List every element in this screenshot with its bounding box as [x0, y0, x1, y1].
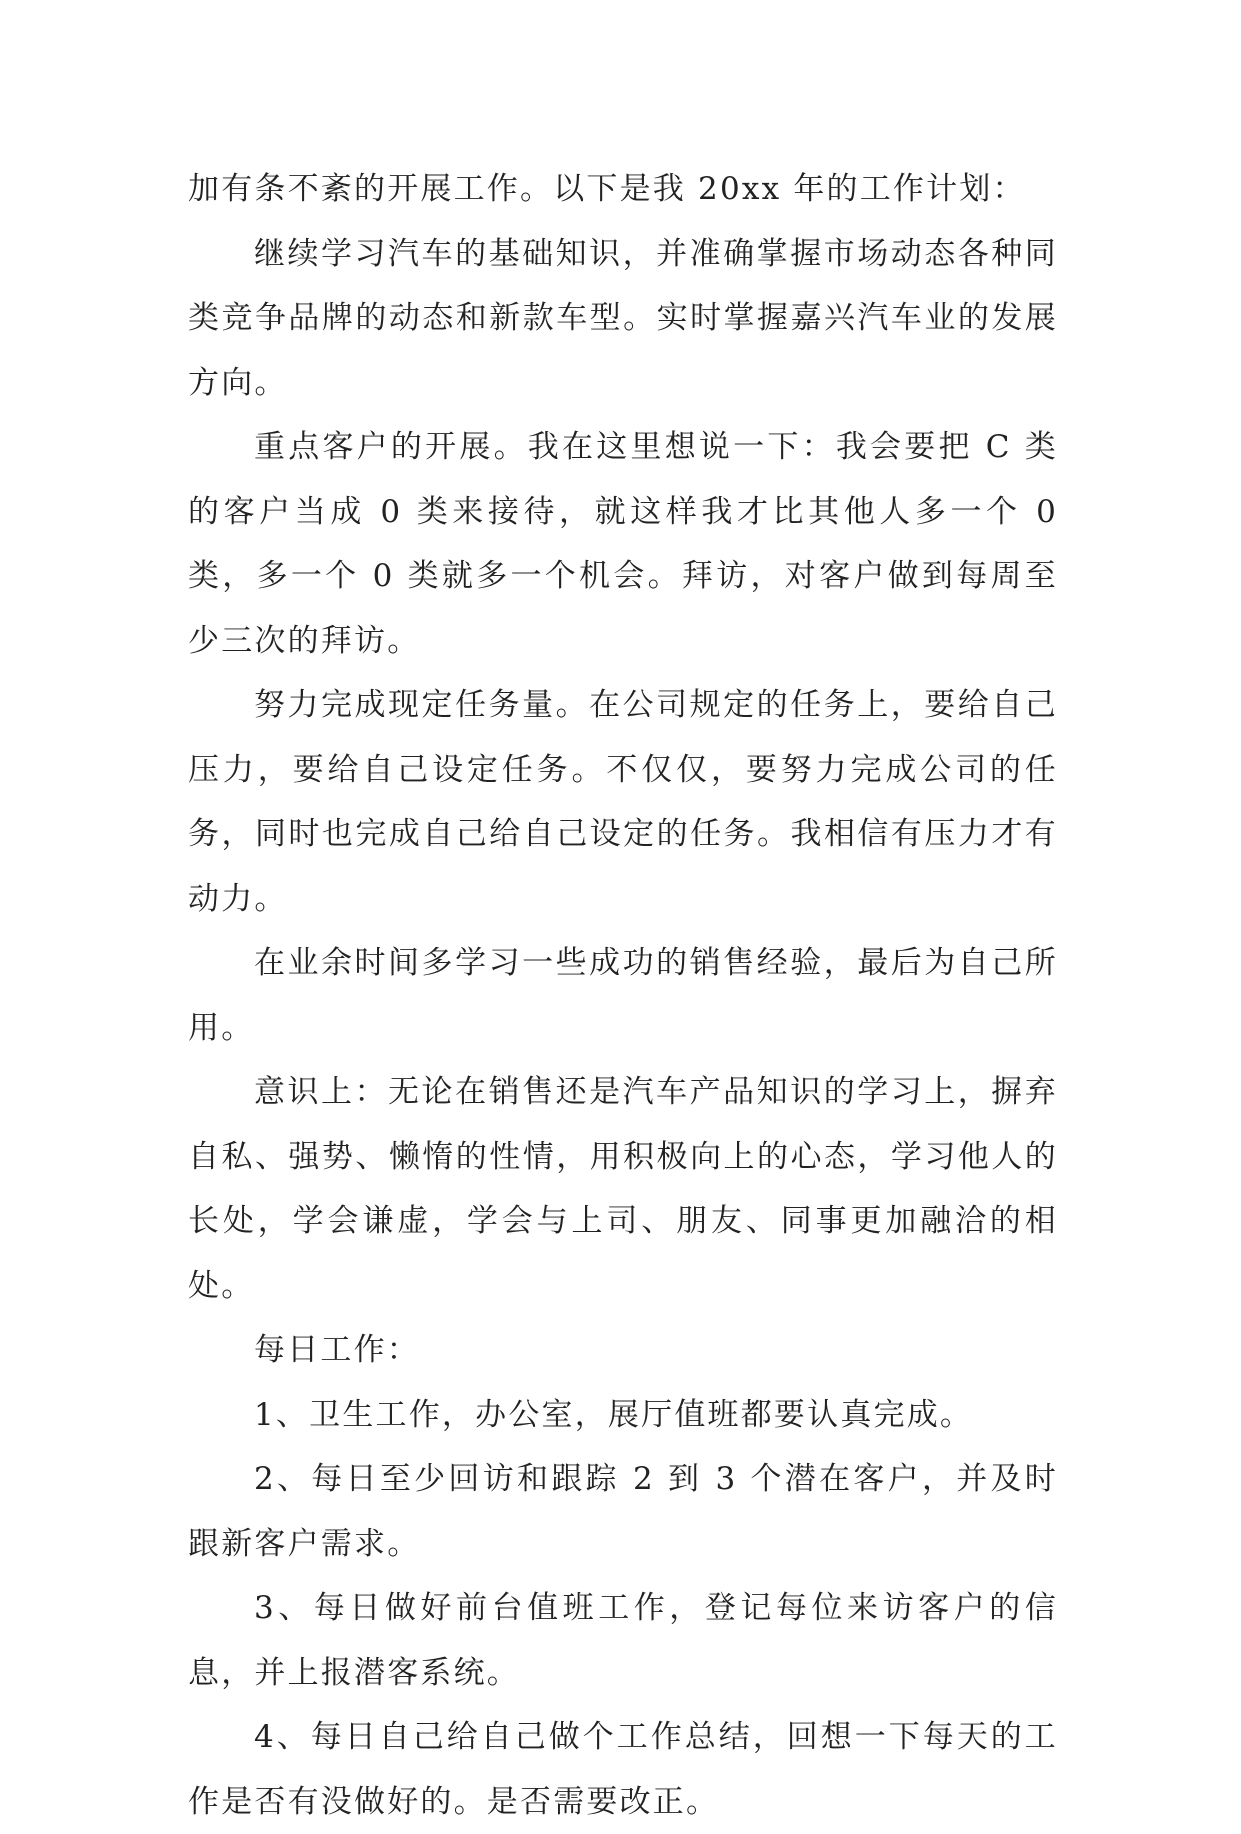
- paragraph-daily-work-heading: 每日工作：: [254, 1332, 420, 1368]
- paragraph-attitude: 意识上：无论在销售还是汽车产品知识的学习上，摒弃自私、强势、懒惰的性情，用积极向上的心态，学习他人的长处，学会谦虚，学会与上司、朋友、同事更加融洽的相处。: [188, 1074, 1058, 1304]
- list-item-daily-4: 4、每日自己给自己做个工作总结，回想一下每天的工作是否有没做好的。是否需要改正。: [188, 1719, 1058, 1820]
- list-item-daily-1: 1、卫生工作，办公室，展厅值班都要认真完成。: [254, 1396, 974, 1433]
- paragraph-task-quota: 努力完成现定任务量。在公司规定的任务上，要给自己压力，要给自己设定任务。不仅仅，要努力完成公司的任务，同时也完成自己给自己设定的任务。我相信有压力才有动力。: [188, 687, 1058, 917]
- paragraph-spare-time-learning: 在业余时间多学习一些成功的销售经验，最后为自己所用。: [188, 945, 1058, 1046]
- list-item-daily-2: 2、每日至少回访和跟踪 2 到 3 个潜在客户，并及时跟新客户需求。: [188, 1461, 1058, 1562]
- paragraph-study-knowledge: 继续学习汽车的基础知识，并准确掌握市场动态各种同类竞争品牌的动态和新款车型。实时掌握嘉兴汽车业的发展方向。: [188, 235, 1058, 401]
- list-item-daily-3: 3、每日做好前台值班工作，登记每位来访客户的信息，并上报潜客系统。: [188, 1590, 1058, 1691]
- paragraph-intro-continuation: 加有条不紊的开展工作。以下是我 20xx 年的工作计划：: [188, 171, 1026, 207]
- document-body: [188, 157, 1058, 1834]
- paragraph-key-customers: 重点客户的开展。我在这里想说一下：我会要把 C 类的客户当成 0 类来接待，就这样我才比其他人多一个 0 类，多一个 0 类就多一个机会。拜访，对客户做到每周至少三次的拜访。: [188, 429, 1058, 659]
